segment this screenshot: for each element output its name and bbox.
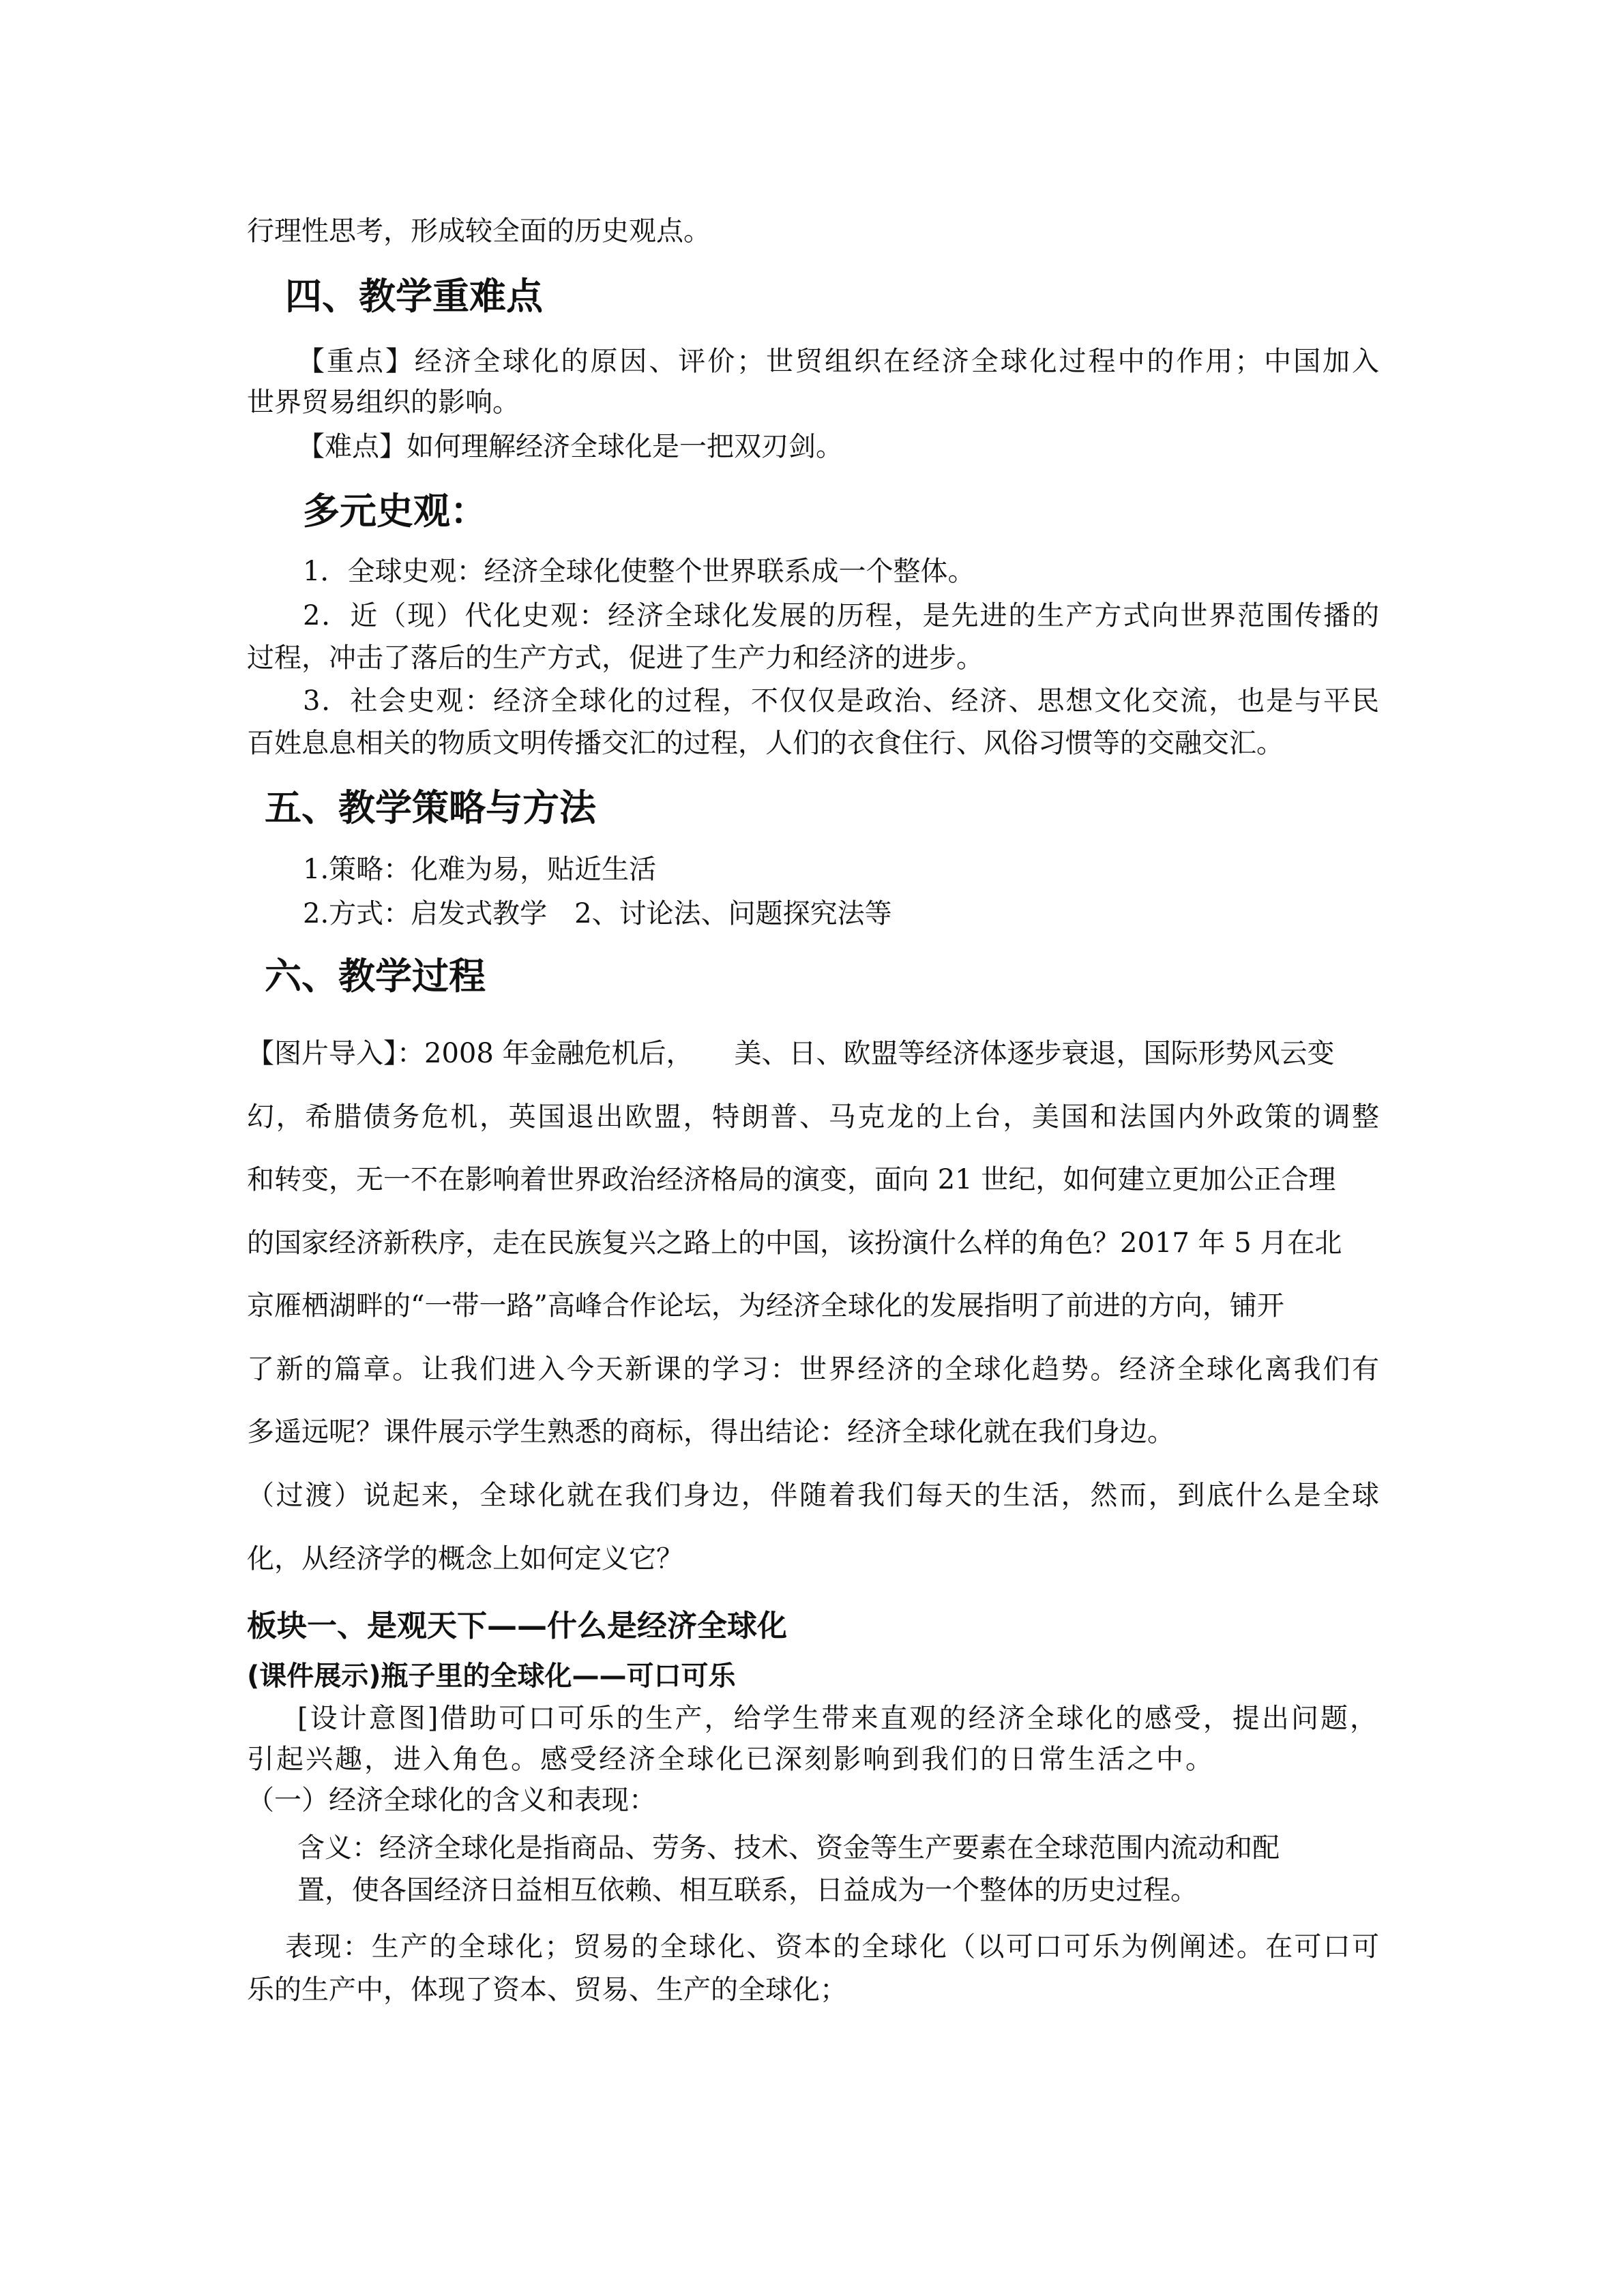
transition-line2: 化，从经济学的概念上如何定义它？ (247, 1543, 683, 1575)
intro-paragraph-line6: 了新的篇章。让我们进入今天新课的学习：世界经济的全球化趋势。经济全球化离我们有 (247, 1354, 1379, 1385)
intro-paragraph-line7: 多遥远呢？课件展示学生熟悉的商标，得出结论：经济全球化就在我们身边。 (247, 1416, 1175, 1448)
perspective-item1: 1．全球史观：经济全球化使整个世界联系成一个整体。 (303, 556, 975, 587)
intro-paragraph-line5: 京雁栖湖畔的“一带一路”高峰合作论坛，为经济全球化的发展指明了前进的方向，铺开 (247, 1290, 1284, 1322)
subsection1-title: （一）经济全球化的含义和表现： (247, 1785, 656, 1816)
meaning-line1: 含义：经济全球化是指商品、劳务、技术、资金等生产要素在全球范围内流动和配 (297, 1832, 1280, 1864)
manifestation-line1: 表现：生产的全球化；贸易的全球化、资本的全球化（以可口可乐为例阐述。在可口可 (285, 1931, 1379, 1963)
perspective-item3-line1: 3．社会史观：经济全球化的过程，不仅仅是政治、经济、思想文化交流，也是与平民 (303, 685, 1379, 717)
meaning-line2: 置，使各国经济日益相互依赖、相互联系，日益成为一个整体的历史过程。 (297, 1875, 1198, 1906)
strategy-line: 1.策略：化难为易，贴近生活 (303, 854, 657, 885)
perspective-item3-line2: 百姓息息相关的物质文明传播交汇的过程，人们的衣食住行、风俗习惯等的交融交汇。 (247, 728, 1284, 759)
design-intent-line2: 引起兴趣，进入角色。感受经济全球化已深刻影响到我们的日常生活之中。 (247, 1744, 1215, 1775)
design-intent-line1: [设计意图]借助可口可乐的生产，给学生带来直观的经济全球化的感受，提出问题， (297, 1703, 1379, 1734)
block1-subheading: (课件展示)瓶子里的全球化——可口可乐 (247, 1660, 736, 1692)
intro-continuation: 行理性思考，形成较全面的历史观点。 (247, 215, 711, 247)
perspectives-heading: 多元史观： (303, 490, 487, 533)
section4-heading: 四、教学重难点 (285, 275, 543, 318)
key-points-line1: 【重点】经济全球化的原因、评价；世贸组织在经济全球化过程中的作用；中国加入 (297, 346, 1379, 377)
intro-paragraph-line1: 【图片导入】：2008 年金融危机后， 美、日、欧盟等经济体逐步衰退，国际形势风云变 (247, 1038, 1335, 1069)
section5-heading: 五、教学策略与方法 (265, 786, 596, 829)
intro-paragraph-line4: 的国家经济新秩序，走在民族复兴之路上的中国，该扮演什么样的角色？2017 年 5 月在北 (247, 1227, 1342, 1259)
section6-heading: 六、教学过程 (265, 955, 486, 998)
block1-heading: 板块一、是观天下——什么是经济全球化 (247, 1609, 787, 1643)
difficult-points: 【难点】如何理解经济全球化是一把双刃剑。 (297, 431, 843, 462)
manifestation-line2: 乐的生产中，体现了资本、贸易、生产的全球化； (247, 1974, 847, 2006)
method-line: 2.方式：启发式教学 2、讨论法、问题探究法等 (303, 898, 892, 929)
key-points-line2: 世界贸易组织的影响。 (247, 387, 520, 418)
transition-line1: （过渡）说起来，全球化就在我们身边，伴随着我们每天的生活，然而，到底什么是全球 (247, 1480, 1379, 1511)
intro-paragraph-line2: 幻，希腊债务危机，英国退出欧盟，特朗普、马克龙的上台，美国和法国内外政策的调整 (247, 1101, 1379, 1133)
perspective-item2-line2: 过程，冲击了落后的生产方式，促进了生产力和经济的进步。 (247, 642, 984, 674)
perspective-item2-line1: 2．近（现）代化史观：经济全球化发展的历程，是先进的生产方式向世界范围传播的 (303, 600, 1379, 631)
intro-paragraph-line3: 和转变，无一不在影响着世界政治经济格局的演变，面向 21 世纪，如何建立更加公正合理 (247, 1164, 1336, 1195)
